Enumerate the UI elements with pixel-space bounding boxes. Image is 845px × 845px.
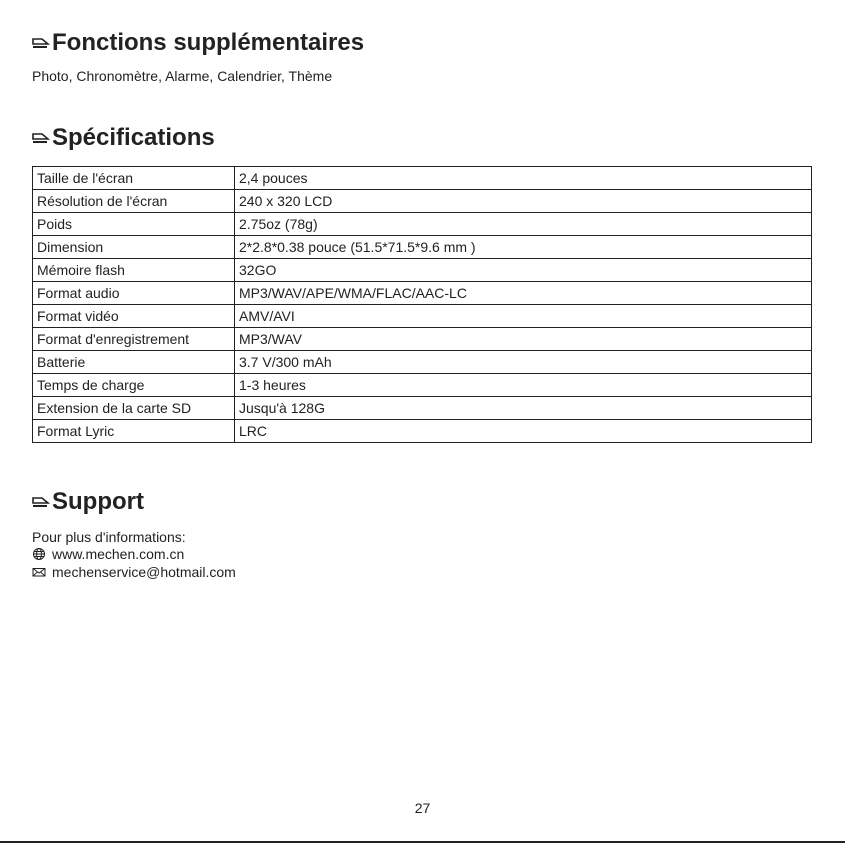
spec-value: 3.7 V/300 mAh (235, 351, 812, 374)
table-row (33, 190, 812, 213)
spec-value: 1-3 heures (235, 374, 812, 397)
table-row (33, 213, 812, 236)
pencil-arrow-icon (32, 495, 50, 509)
spec-value: 240 x 320 LCD (235, 190, 812, 213)
spec-value: AMV/AVI (235, 305, 812, 328)
table-row (33, 420, 812, 443)
spec-value: 2*2.8*0.38 pouce (51.5*71.5*9.6 mm ) (235, 236, 812, 259)
table-row (33, 397, 812, 420)
spec-value: MP3/WAV (235, 328, 812, 351)
specifications-heading (32, 124, 215, 152)
table-row (33, 305, 812, 328)
spec-label: Batterie (33, 351, 235, 374)
page-number: 27 (414, 800, 431, 816)
envelope-icon (32, 565, 46, 579)
spec-label: Extension de la carte SD (33, 397, 235, 420)
support-title: Support (52, 488, 144, 515)
spec-label: Temps de charge (33, 374, 235, 397)
specifications-title: Spécifications (52, 124, 215, 151)
spec-label: Format audio (33, 282, 235, 305)
support-intro: Pour plus d'informations: (32, 529, 186, 545)
email-link[interactable]: mechenservice@hotmail.com (52, 564, 236, 580)
fonctions-title: Fonctions supplémentaires (52, 29, 365, 56)
table-row (33, 351, 812, 374)
spec-value: Jusqu'à 128G (235, 397, 812, 420)
fonctions-heading (32, 29, 364, 57)
table-row (33, 328, 812, 351)
pencil-arrow-icon (32, 131, 50, 145)
spec-value: MP3/WAV/APE/WMA/FLAC/AAC-LC (235, 282, 812, 305)
email-line (32, 563, 236, 581)
spec-label: Format d'enregistrement (33, 328, 235, 351)
table-row (33, 374, 812, 397)
website-link[interactable]: www.mechen.com.cn (52, 546, 185, 562)
table-row (33, 167, 812, 190)
pencil-arrow-icon (32, 36, 50, 50)
table-row (33, 282, 812, 305)
fonctions-list: Photo, Chronomètre, Alarme, Calendrier, Thème (32, 68, 333, 84)
spec-value: 32GO (235, 259, 812, 282)
website-line (32, 545, 184, 563)
spec-label: Résolution de l'écran (33, 190, 235, 213)
table-row (33, 236, 812, 259)
table-row (33, 259, 812, 282)
spec-label: Mémoire flash (33, 259, 235, 282)
spec-label: Poids (33, 213, 235, 236)
bottom-rule (0, 841, 845, 843)
spec-label: Taille de l'écran (33, 167, 235, 190)
globe-icon (32, 547, 46, 561)
spec-label: Format vidéo (33, 305, 235, 328)
spec-label: Format Lyric (33, 420, 235, 443)
support-heading (32, 488, 144, 516)
spec-value: 2,4 pouces (235, 167, 812, 190)
specifications-table (32, 166, 812, 443)
spec-label: Dimension (33, 236, 235, 259)
spec-value: LRC (235, 420, 812, 443)
spec-value: 2.75oz (78g) (235, 213, 812, 236)
